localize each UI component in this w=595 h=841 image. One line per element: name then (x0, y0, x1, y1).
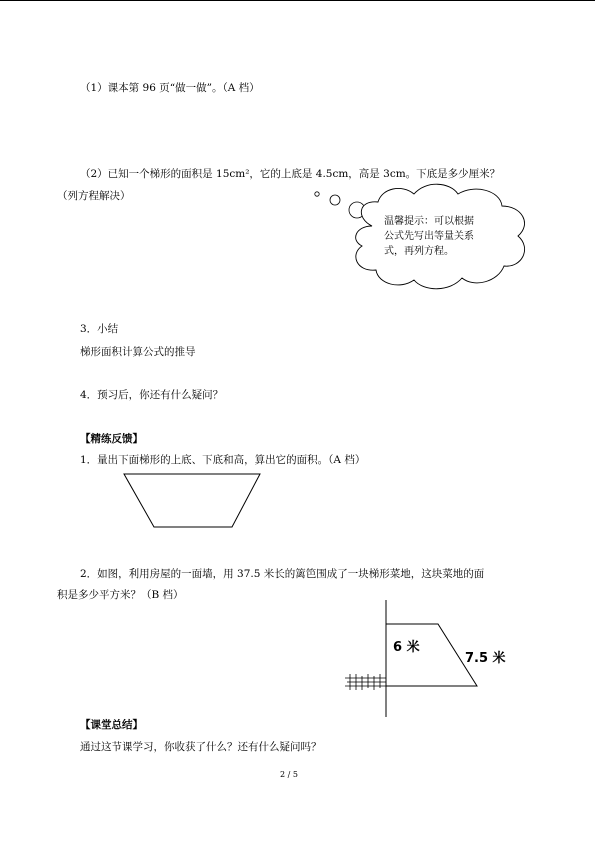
summary-text: 梯形面积计算公式的推导 (80, 346, 196, 358)
summary-heading: 3．小结 (80, 323, 119, 335)
exercise-item-2: （2）已知一个梯形的面积是 15cm²，它的上底是 4.5cm，高是 3cm。下底是多少厘米？ (80, 168, 501, 180)
page-number: 2 / 5 (280, 770, 298, 779)
hint-line-1: 温馨提示：可以根据 (384, 216, 474, 227)
question-4: 4．预习后，你还有什么疑问？ (80, 389, 224, 401)
practice-item-1: 1．量出下面梯形的上底、下底和高，算出它的面积。（A 档） (80, 454, 366, 466)
slant-side-label: 7.5 米 (465, 651, 506, 666)
wall-hatch-mark (345, 674, 386, 690)
section-class-summary-heading: 【课堂总结】 (80, 719, 143, 731)
height-label: 6 米 (393, 640, 420, 655)
practice-item-2-cont: 积是多少平方米？（B 档） (57, 589, 184, 601)
exercise-item-1: （1）课本第 96 页“做一做”。（A 档） (80, 82, 260, 94)
practice-item-2: 2．如图，利用房屋的一面墙，用 37.5 米长的篱笆围成了一块梯形菜地，这块菜地的面 (80, 568, 485, 580)
hint-line-3: 式，再列方程。 (384, 246, 454, 257)
hint-line-2: 公式先写出等量关系 (384, 231, 474, 242)
class-summary-text: 通过这节课学习，你收获了什么？还有什么疑问吗？ (80, 741, 322, 753)
fence-outline (386, 624, 477, 686)
exercise-item-2-note: （列方程解决） (57, 190, 131, 202)
section-practice-heading: 【精练反馈】 (80, 433, 143, 445)
